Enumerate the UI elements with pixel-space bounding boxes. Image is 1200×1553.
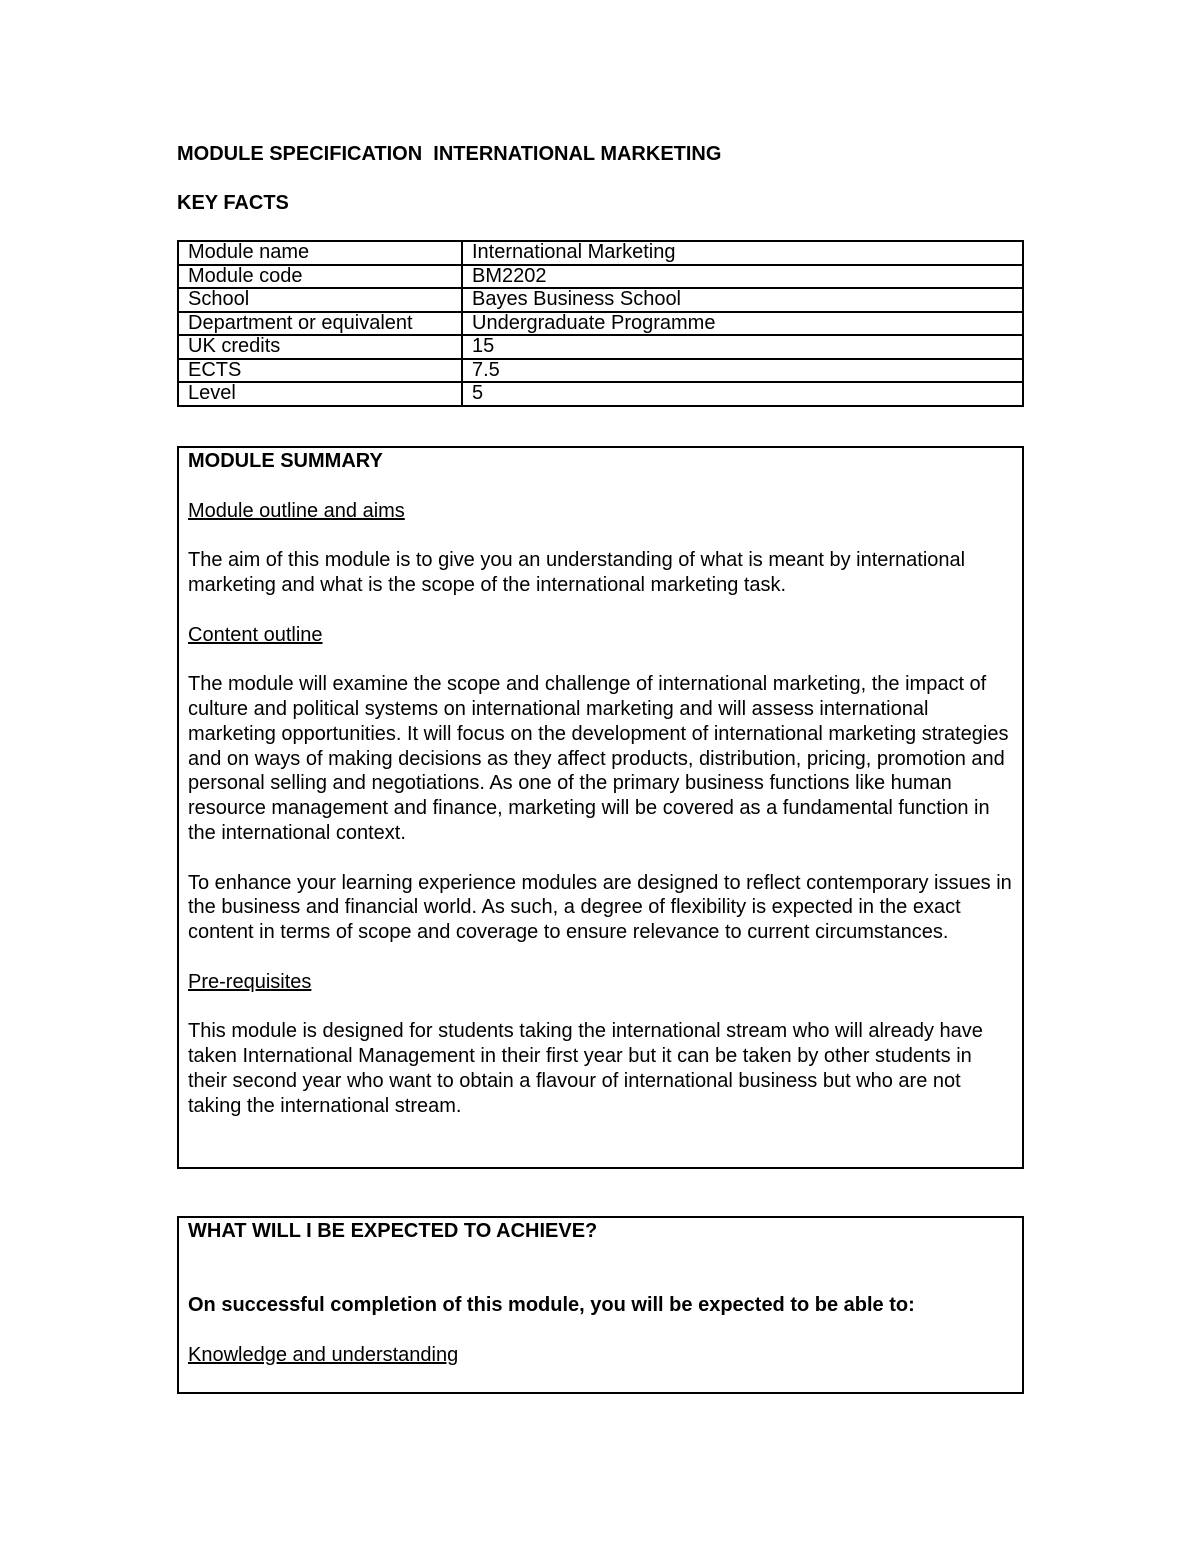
flexibility-text: To enhance your learning experience modules are designed to reflect contemporary issues in the business and financial world. As such, a degree of flexibility is expected in the exact content in terms of scope and coverage to ensure relevance to current circumstances.	[188, 871, 1012, 944]
table-row	[178, 359, 1023, 383]
key-facts-heading: KEY FACTS	[177, 192, 289, 214]
key-fact-label: UK credits	[178, 335, 462, 359]
key-facts-table	[177, 240, 1024, 407]
key-fact-value: BM2202	[462, 265, 1023, 289]
content-outline-text: The module will examine the scope and challenge of international marketing, the impact of culture and political systems on international marketing and will assess international marketing opportunities. It will focus on the development of international marketing strategies and on ways of making decisions as they affect products, distribution, pricing, promotion and personal selling and negotiations. As one of the primary business functions like human resource management and finance, marketing will be covered as a fundamental function in the international context.	[188, 673, 1009, 844]
module-summary-heading: MODULE SUMMARY	[188, 450, 383, 472]
prerequisites-text: This module is designed for students taking the international stream who will already have taken International Management in their first year but it can be taken by other students in their second year who want to obtain a flavour of international business but who are not taking the international stream.	[188, 1020, 983, 1117]
key-fact-label: Module code	[178, 265, 462, 289]
key-fact-label: ECTS	[178, 359, 462, 383]
table-row	[178, 265, 1023, 289]
key-fact-value: Undergraduate Programme	[462, 312, 1023, 336]
table-row	[178, 312, 1023, 336]
content-outline-heading: Content outline	[188, 623, 323, 646]
completion-text: On successful completion of this module, you will be expected to be able to:	[188, 1294, 915, 1317]
key-fact-value: International Marketing	[462, 241, 1023, 265]
table-row	[178, 288, 1023, 312]
key-fact-value: Bayes Business School	[462, 288, 1023, 312]
module-outline-text: The aim of this module is to give you an understanding of what is meant by international marketing and what is the scope of the international marketing task.	[188, 549, 966, 596]
page-title: MODULE SPECIFICATION INTERNATIONAL MARKETING	[177, 143, 722, 165]
table-row	[178, 335, 1023, 359]
module-summary-box	[177, 446, 1024, 1169]
key-fact-label: School	[178, 288, 462, 312]
key-fact-label: Level	[178, 382, 462, 406]
knowledge-heading: Knowledge and understanding	[188, 1343, 459, 1366]
key-fact-value: 7.5	[462, 359, 1023, 383]
table-row	[178, 241, 1023, 265]
achieve-box	[177, 1216, 1024, 1394]
key-fact-value: 15	[462, 335, 1023, 359]
prerequisites-heading: Pre-requisites	[188, 970, 312, 993]
table-row	[178, 382, 1023, 406]
key-fact-value: 5	[462, 382, 1023, 406]
achieve-heading: WHAT WILL I BE EXPECTED TO ACHIEVE?	[188, 1220, 598, 1242]
module-outline-heading: Module outline and aims	[188, 499, 405, 522]
key-fact-label: Module name	[178, 241, 462, 265]
key-fact-label: Department or equivalent	[178, 312, 462, 336]
